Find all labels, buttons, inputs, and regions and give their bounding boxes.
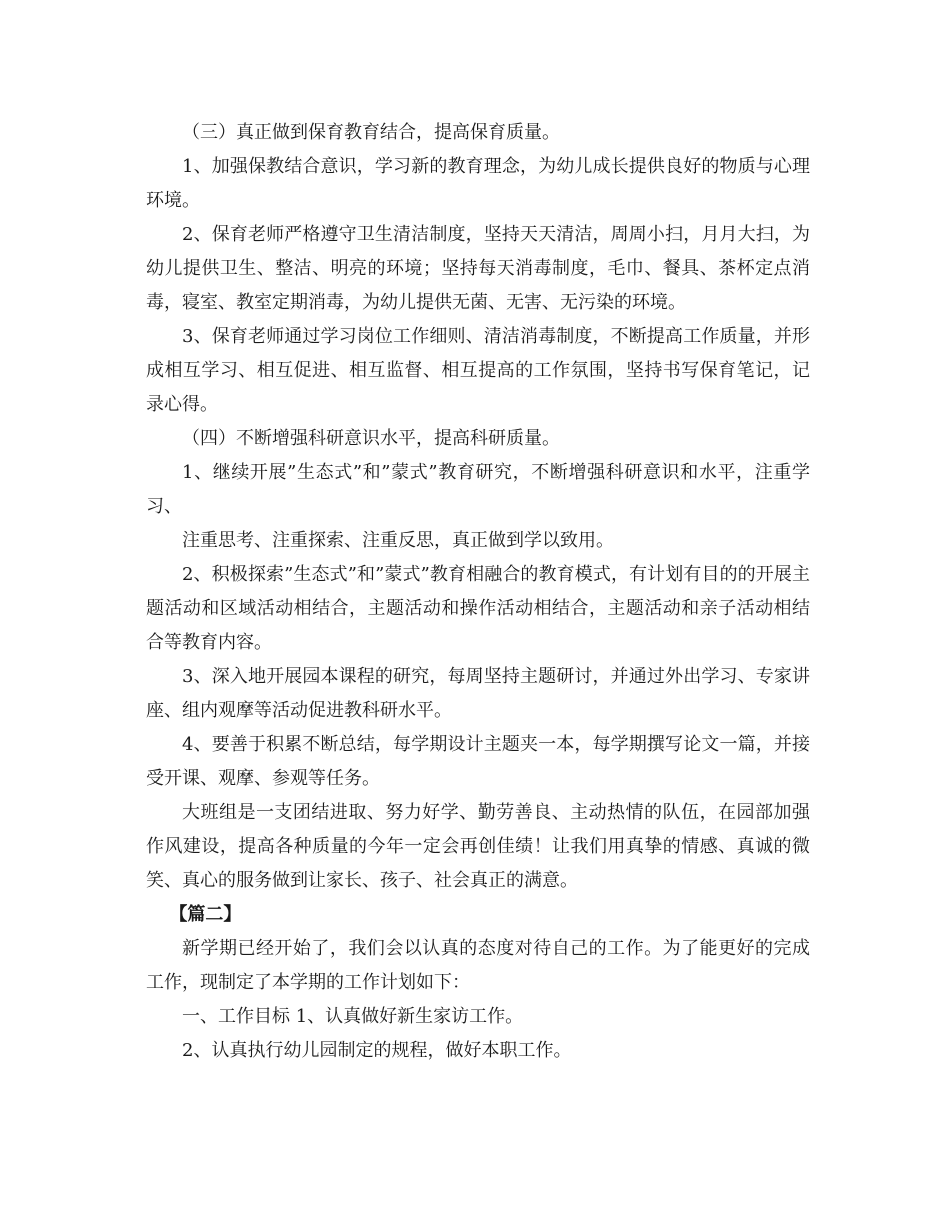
paragraph: 注重思考、注重探索、注重反思，真正做到学以致用。 (182, 530, 614, 551)
paragraph: 1、加强保教结合意识，学习新的教育理念，为幼儿成长提供良好的物质与心理环境。 (146, 156, 810, 211)
section-title: 【篇二】 (169, 904, 242, 925)
paragraph: 4、要善于积累不断总结，每学期设计主题夹一本，每学期撰写论文一篇，并接受开课、观摩、参观等任务。 (146, 734, 810, 789)
section-heading-4: （四）不断增强科研意识水平，提高科研质量。 (182, 428, 560, 449)
summary-paragraph: 大班组是一支团结进取、努力好学、勤劳善良、主动热情的队伍，在园部加强作风建设，提高各种质量的今年一定会再创佳绩！让我们用真挚的情感、真诚的微笑、真心的服务做到让家长、孩子、社会真正的满意。 (146, 802, 810, 891)
paragraph: 3、深入地开展园本课程的研究，每周坚持主题研讨，并通过外出学习、专家讲座、组内观摩等活动促进教科研水平。 (146, 666, 810, 721)
section-heading-3: （三）真正做到保育教育结合，提高保育质量。 (182, 122, 560, 143)
paragraph: 2、积极探索”生态式”和”蒙式”教育相融合的教育模式，有计划有目的的开展主题活动和区域活动相结合，主题活动和操作活动相结合，主题活动和亲子活动相结合等教育内容。 (146, 564, 810, 653)
paragraph: 2、认真执行幼儿园制定的规程，做好本职工作。 (182, 1040, 572, 1061)
intro-paragraph: 新学期已经开始了，我们会以认真的态度对待自己的工作。为了能更好的完成工作，现制定了本学期的工作计划如下： (146, 938, 810, 993)
paragraph: 1、继续开展”生态式”和”蒙式”教育研究，不断增强科研意识和水平，注重学习、 (146, 462, 810, 517)
paragraph: 一、工作目标 1、认真做好新生家访工作。 (182, 1006, 524, 1027)
paragraph: 2、保育老师严格遵守卫生清洁制度，坚持天天清洁，周周小扫，月月大扫，为幼儿提供卫生、整洁、明亮的环境；坚持每天消毒制度，毛巾、餐具、茶杯定点消毒，寝室、教室定期消毒，为幼儿提供无菌、无害、无污染的环境。 (146, 224, 810, 313)
document-body (146, 116, 810, 1068)
paragraph: 3、保育老师通过学习岗位工作细则、清洁消毒制度，不断提高工作质量，并形成相互学习、相互促进、相互监督、相互提高的工作氛围，坚持书写保育笔记，记录心得。 (146, 326, 810, 415)
